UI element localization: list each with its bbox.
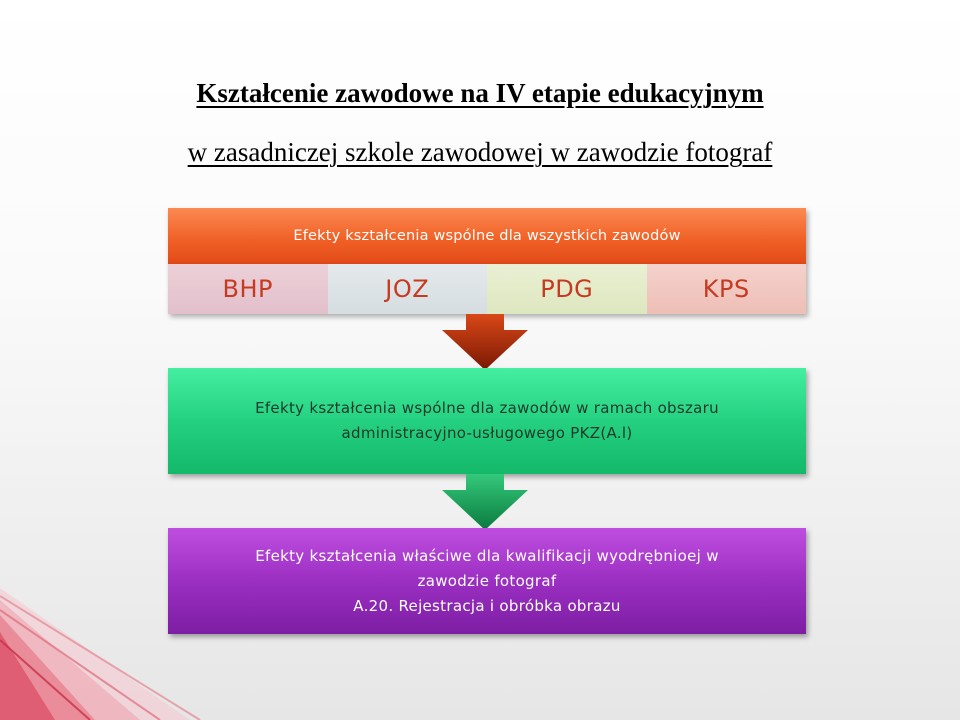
area-effects-line-1: Efekty kształcenia wspólne dla zawodów w ramach obszaru bbox=[255, 399, 719, 417]
cell-pdg: PDG bbox=[487, 264, 647, 314]
cell-bhp: BHP bbox=[168, 264, 328, 314]
title-line-2: w zasadniczej szkole zawodowej w zawodzie fotograf bbox=[187, 137, 773, 167]
qualification-line-3: A.20. Rejestracja i obróbka obrazu bbox=[353, 596, 621, 615]
qualification-line-1: Efekty kształcenia właściwe dla kwalifikacji wyodrębnioej w bbox=[255, 546, 719, 565]
area-effects-line-2: administracyjno-usługowego PKZ(A.l) bbox=[341, 424, 633, 442]
cell-joz: JOZ bbox=[328, 264, 488, 314]
qualification-line-2: zawodzie fotograf bbox=[417, 571, 557, 590]
cell-kps: KPS bbox=[647, 264, 807, 314]
common-effects-label: Efekty kształcenia wspólne dla wszystkich zawodów bbox=[293, 228, 681, 244]
common-effects-box bbox=[168, 208, 806, 264]
arrow-down-red bbox=[440, 314, 530, 372]
title-line-1: Kształcenie zawodowe na IV etapie edukacyjnym bbox=[196, 78, 764, 108]
common-effects-cells bbox=[168, 264, 806, 314]
qualification-effects-box bbox=[168, 528, 806, 634]
arrow-down-green bbox=[440, 474, 530, 532]
area-effects-box bbox=[168, 368, 806, 474]
